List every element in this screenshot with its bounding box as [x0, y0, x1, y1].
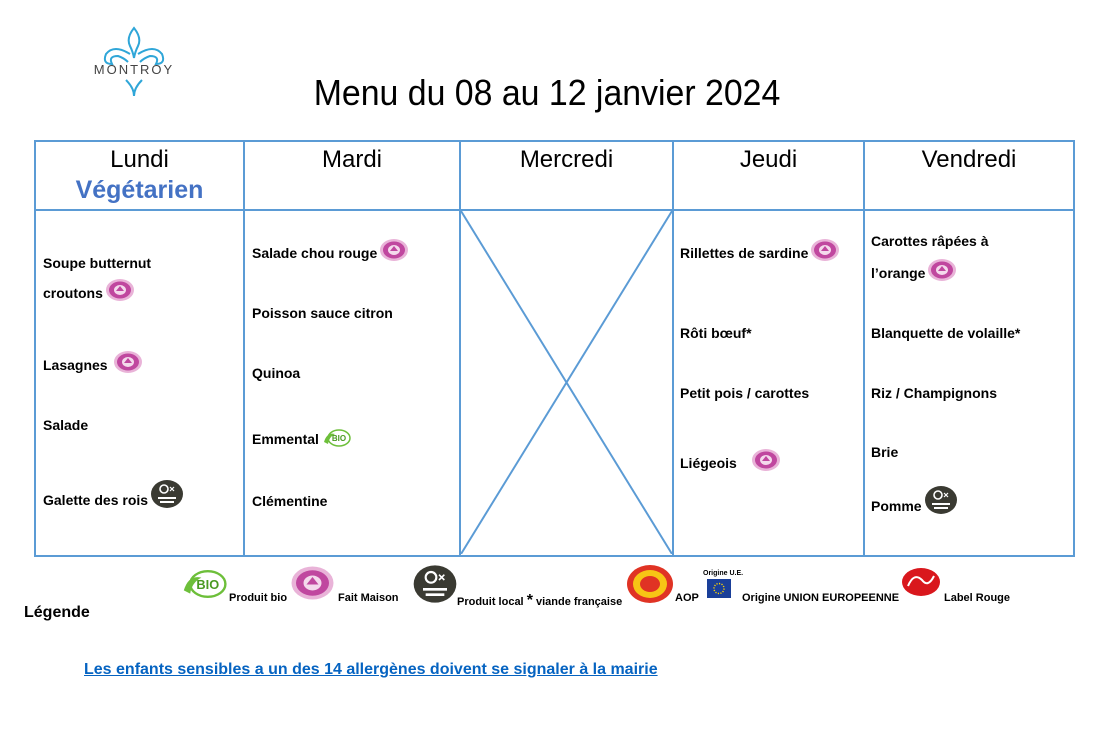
day-header-jeudi [673, 141, 864, 210]
fait-maison-icon [290, 565, 335, 601]
dish-item: Lasagnes [43, 349, 143, 382]
dish-item: Quinoa [252, 365, 301, 381]
dish-item: Riz / Champignons [871, 385, 997, 401]
day-name: Lundi [110, 146, 169, 173]
produit-local-icon [150, 479, 184, 509]
legend-fait-maison-text: Fait Maison [338, 592, 399, 604]
legend-ue-text: Origine UNION EUROPEENNE [742, 592, 900, 604]
bio-icon [178, 568, 228, 600]
day-menu-mardi [244, 210, 460, 556]
produit-local-icon [924, 485, 958, 515]
legend-aop-text: AOP [675, 592, 699, 604]
dish-item: Liégeois [680, 447, 781, 480]
day-name: Mardi [321, 146, 382, 173]
day-header-mardi [244, 141, 460, 210]
day-header-vendredi [864, 141, 1074, 210]
label-rouge-icon [900, 566, 942, 598]
day-name: Mercredi [519, 146, 614, 173]
dish-item: Salade chou rouge [252, 237, 409, 270]
aop-icon [626, 564, 674, 604]
legend-star: * [526, 592, 533, 609]
eu-flag-icon [707, 579, 731, 598]
dish-item: Rôti bœuf* [680, 325, 752, 341]
dish-item: l’orange [871, 257, 957, 290]
dish-item: Soupe butternut [43, 255, 152, 271]
dish-item: Emmental [252, 423, 351, 456]
dish-item: Brie [871, 444, 899, 460]
closed-cross-icon [461, 211, 672, 554]
day-header-lundi [35, 141, 244, 210]
legend-ue-small-text: Origine U.E. [703, 570, 744, 577]
allergen-notice-link[interactable]: Les enfants sensibles a un des 14 allergènes doivent se signaler à la mairie [84, 661, 658, 678]
day-name: Jeudi [739, 146, 798, 173]
dish-item: Salade [43, 417, 89, 433]
day-name: Vendredi [921, 146, 1017, 173]
dish-item: Rillettes de sardine [680, 237, 840, 270]
menu-table [34, 140, 1075, 557]
dish-item: Clémentine [252, 493, 328, 509]
produit-local-icon [412, 564, 458, 604]
bio-icon [321, 428, 351, 448]
fait-maison-icon [105, 278, 135, 302]
day-menu-lundi [35, 210, 244, 556]
day-menu-vendredi [864, 210, 1074, 556]
day-menu-mercredi [460, 210, 673, 556]
dish-item: Galette des rois [43, 479, 184, 517]
dish-item: Carottes râpées à [871, 233, 989, 249]
fait-maison-icon [810, 238, 840, 262]
page-title: Menu du 08 au 12 janvier 2024 [313, 72, 781, 113]
day-menu-jeudi [673, 210, 864, 556]
dish-item: croutons [43, 277, 135, 310]
dish-item: Blanquette de volaille* [871, 325, 1021, 341]
fait-maison-icon [379, 238, 409, 262]
day-header-mercredi [460, 141, 673, 210]
legend-local-text: Produit local * viande française [457, 592, 623, 609]
legend-label: Légende [24, 604, 90, 621]
dish-item: Pomme [871, 485, 958, 523]
fait-maison-icon [927, 258, 957, 282]
dish-item: Petit pois / carottes [680, 385, 810, 401]
logo-text: MONTROY [93, 62, 175, 77]
fait-maison-icon [113, 350, 143, 374]
day-subtitle: Végétarien [75, 176, 204, 204]
fait-maison-icon [751, 448, 781, 472]
legend-label-rouge-text: Label Rouge [944, 592, 1011, 604]
dish-item: Poisson sauce citron [252, 305, 393, 321]
legend-bio-text: Produit bio [229, 592, 288, 604]
